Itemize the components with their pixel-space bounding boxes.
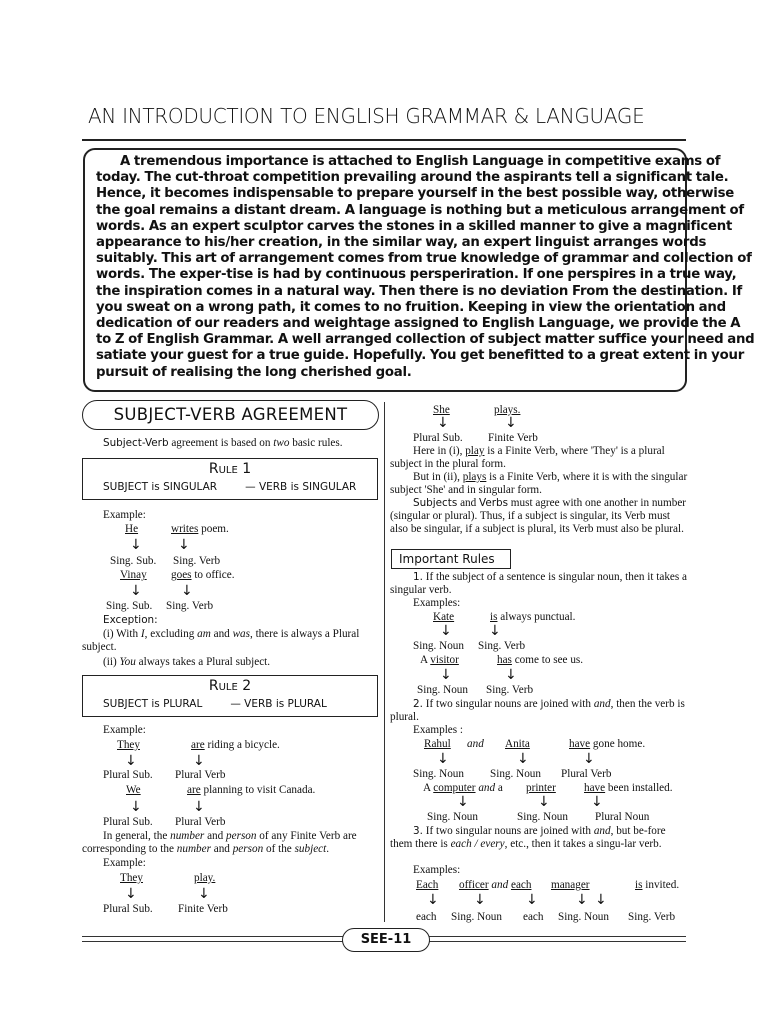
rule-1-title: Rule 1 [208, 461, 252, 477]
ex-subject-label: Sing. Noun [417, 684, 468, 696]
down-arrow-icon: ↓ [489, 623, 501, 639]
important-rules-heading: Important Rules [391, 549, 511, 569]
ex-label-3: Plural Noun [595, 811, 650, 823]
ex-verb-phrase: are planning to visit Canada. [187, 784, 316, 796]
ex-verb-phrase: have been installed. [584, 782, 673, 794]
ex-label-2: Sing. Noun [490, 768, 541, 780]
page-title: AN INTRODUCTION TO ENGLISH GRAMMAR & LANGUAGE [88, 104, 645, 128]
ex-subject-label: Sing. Noun [413, 640, 464, 652]
down-arrow-icon: ↓ [178, 537, 190, 553]
down-arrow-icon: ↓ [437, 751, 449, 767]
explanation-1: Here in (i), play is a Finite Verb, where 'They' is a plural subject in the plural form. [390, 445, 665, 470]
ex-subject-2: printer [526, 782, 556, 794]
ex-word-group: officer and each [459, 879, 532, 891]
ex-label-5: Sing. Verb [628, 911, 676, 923]
down-arrow-icon: ↓ [437, 415, 449, 431]
ex-subject-label: Plural Sub. [103, 769, 153, 781]
ex-subject: They [120, 872, 143, 884]
examples-label: Examples: [413, 864, 461, 876]
ex-verb-phrase: goes to office. [171, 569, 235, 581]
general-note: In general, the number and person of any Finite Verb are corresponding to the number and person of the subject. [82, 830, 357, 855]
section-heading: SUBJECT-VERB AGREEMENT [82, 400, 379, 430]
example-label: Example: [103, 509, 146, 521]
ex-verb: plays. [494, 404, 521, 416]
ex-label-4: Sing. Noun [558, 911, 609, 923]
examples-label: Examples : [413, 724, 464, 736]
ex-subject-phrase: A computer and a [423, 782, 503, 794]
ex-verb-label: Sing. Verb [166, 600, 214, 612]
basic-rules-text: Subject-Verb agreement is based on two basic rules. [103, 437, 343, 449]
ex-verb-phrase: is invited. [635, 879, 680, 891]
ex-subject: She [433, 404, 450, 416]
ex-subject-label: Plural Sub. [413, 432, 463, 444]
ex-subject: They [117, 739, 140, 751]
down-arrow-icon: ↓ [505, 415, 517, 431]
ex-label-1: each [416, 911, 437, 923]
example-label: Example: [103, 724, 146, 736]
ex-subject: Vinay [120, 569, 147, 581]
ex-verb-label: Sing. Verb [478, 640, 526, 652]
down-arrow-icon: ↓ [125, 753, 137, 769]
ex-verb-label: Plural Verb [175, 816, 226, 828]
ex-word-1: Each [416, 879, 439, 891]
exception-label: Exception: [103, 614, 158, 626]
ex-label-2: Sing. Noun [451, 911, 502, 923]
ex-verb-label: Plural Verb [175, 769, 226, 781]
rule-2-box [82, 675, 378, 717]
rule-point-2: 2. If two singular nouns are joined with and, then the verb is plural. [390, 698, 685, 723]
down-arrow-icon: ↓ [130, 583, 142, 599]
intro-paragraph: A tremendous importance is attached to English Language in competitive exams of today. The cut-throat competition prevailing around the aspirants tell a significant tale. Hence, it becomes indispensable to prepare yourself in the best possible way, otherwise the goal remains a distant dream. A language is nothing but a meticulous arrangement of words. As an expert sculptor carves the stones in a skilled manner to give a magnificent appearance to his/her creation, in the similar way, an expert linguist arranges words suitably. This art of arrangement comes from true knowledge of grammar and collection of words. The exper-tise is had by continuous persperiration. If one perspires in a true way, the inspiration comes in a natural way. Then there is no deviation From the destination. If you sweat on a wrong path, it comes to no fruition. Keeping in view the orientation and dedication of our readers and weightage assigned to English Language, we provide the A to Z of English Grammar. A well arranged collection of subject matter suffice your need and satiate your guest for a true guide. Hopefully. You get benefitted to a great extent in your pursuit of realising the long cherished goal. [96, 154, 755, 380]
down-arrow-icon: ↓ [474, 892, 486, 908]
ex-conjunction: and [467, 738, 484, 750]
rule-2-title: Rule 2 [208, 678, 252, 694]
down-arrow-icon: ↓ [517, 751, 529, 767]
down-arrow-icon: ↓ [440, 623, 452, 639]
ex-verb: play. [194, 872, 216, 884]
down-arrow-icon: ↓ [538, 794, 550, 810]
ex-label-2: Sing. Noun [517, 811, 568, 823]
ex-verb-label: Finite Verb [178, 903, 228, 915]
rule-1-statement: SUBJECT is SINGULAR — VERB is SINGULAR [103, 481, 357, 493]
down-arrow-icon: ↓ [583, 751, 595, 767]
down-arrow-icon: ↓ [125, 886, 137, 902]
ex-verb-label: Sing. Verb [173, 555, 221, 567]
down-arrow-icon: ↓ [130, 799, 142, 815]
ex-subject-2: Anita [505, 738, 530, 750]
ex-label-3: each [523, 911, 544, 923]
ex-verb-phrase: are riding a bicycle. [191, 739, 280, 751]
down-arrow-icon: ↓ [591, 794, 603, 810]
down-arrow-icon: ↓ [198, 886, 210, 902]
ex-word-4: manager [551, 879, 590, 891]
ex-verb-label: Finite Verb [488, 432, 538, 444]
down-arrow-icon: ↓ [427, 892, 439, 908]
exception-1: (i) With I, excluding am and was, there is always a Plural subject. [82, 628, 360, 653]
down-arrow-icon: ↓ [193, 753, 205, 769]
agreement-note: Subjects and Verbs must agree with one another in number (singular or plural). Thus, if a subject is singular, its Verb must also be singular, if a subject is plural, its Verb must also be plural. [390, 497, 687, 535]
ex-subject: He [125, 523, 139, 535]
ex-subject: We [126, 784, 141, 796]
down-arrow-icon: ↓ [505, 667, 517, 683]
ex-label-1: Sing. Noun [427, 811, 478, 823]
intro-box [83, 148, 755, 392]
down-arrow-icon: ↓ [457, 794, 469, 810]
down-arrow-icon: ↓ [526, 892, 538, 908]
rule-point-3: 3. If two singular nouns are joined with and, but be-fore them there is each / every, etc., then it takes a singu-lar verb. [390, 825, 666, 850]
ex-subject-1: Rahul [424, 738, 451, 750]
ex-subject-label: Sing. Sub. [106, 600, 153, 612]
down-arrow-icon: ↓ [130, 537, 142, 553]
examples-label: Examples: [413, 597, 461, 609]
ex-verb-phrase: is always punctual. [490, 611, 576, 623]
ex-verb-label: Sing. Verb [486, 684, 534, 696]
rule-point-1: 1. If the subject of a sentence is singular noun, then it takes a singular verb. [390, 571, 687, 596]
down-arrow-icon: ↓ [181, 583, 193, 599]
ex-verb-phrase: writes poem. [171, 523, 229, 535]
ex-verb-phrase: have gone home. [569, 738, 646, 750]
ex-subject-label: Plural Sub. [103, 816, 153, 828]
explanation-2: But in (ii), plays is a Finite Verb, where it is with the singular subject 'She' and in singular form. [390, 471, 688, 496]
example-label: Example: [103, 857, 146, 869]
ex-subject-phrase: A visitor [420, 654, 459, 666]
ex-verb-phrase: has come to see us. [497, 654, 584, 666]
rule-2-statement: SUBJECT is PLURAL — VERB is PLURAL [103, 698, 327, 710]
exception-2: (ii) You always takes a Plural subject. [103, 656, 271, 668]
down-arrow-icon: ↓ [193, 799, 205, 815]
ex-label-3: Plural Verb [561, 768, 612, 780]
down-arrow-icon: ↓ [576, 892, 588, 908]
title-divider [82, 139, 686, 141]
down-arrow-icon: ↓ [595, 892, 607, 908]
rule-1-box [82, 458, 378, 500]
down-arrow-icon: ↓ [440, 667, 452, 683]
ex-subject-label: Plural Sub. [103, 903, 153, 915]
ex-subject-label: Sing. Sub. [110, 555, 157, 567]
ex-subject: Kate [433, 611, 455, 623]
page-number: SEE-11 [342, 928, 430, 952]
ex-label-1: Sing. Noun [413, 768, 464, 780]
column-divider [384, 402, 385, 922]
